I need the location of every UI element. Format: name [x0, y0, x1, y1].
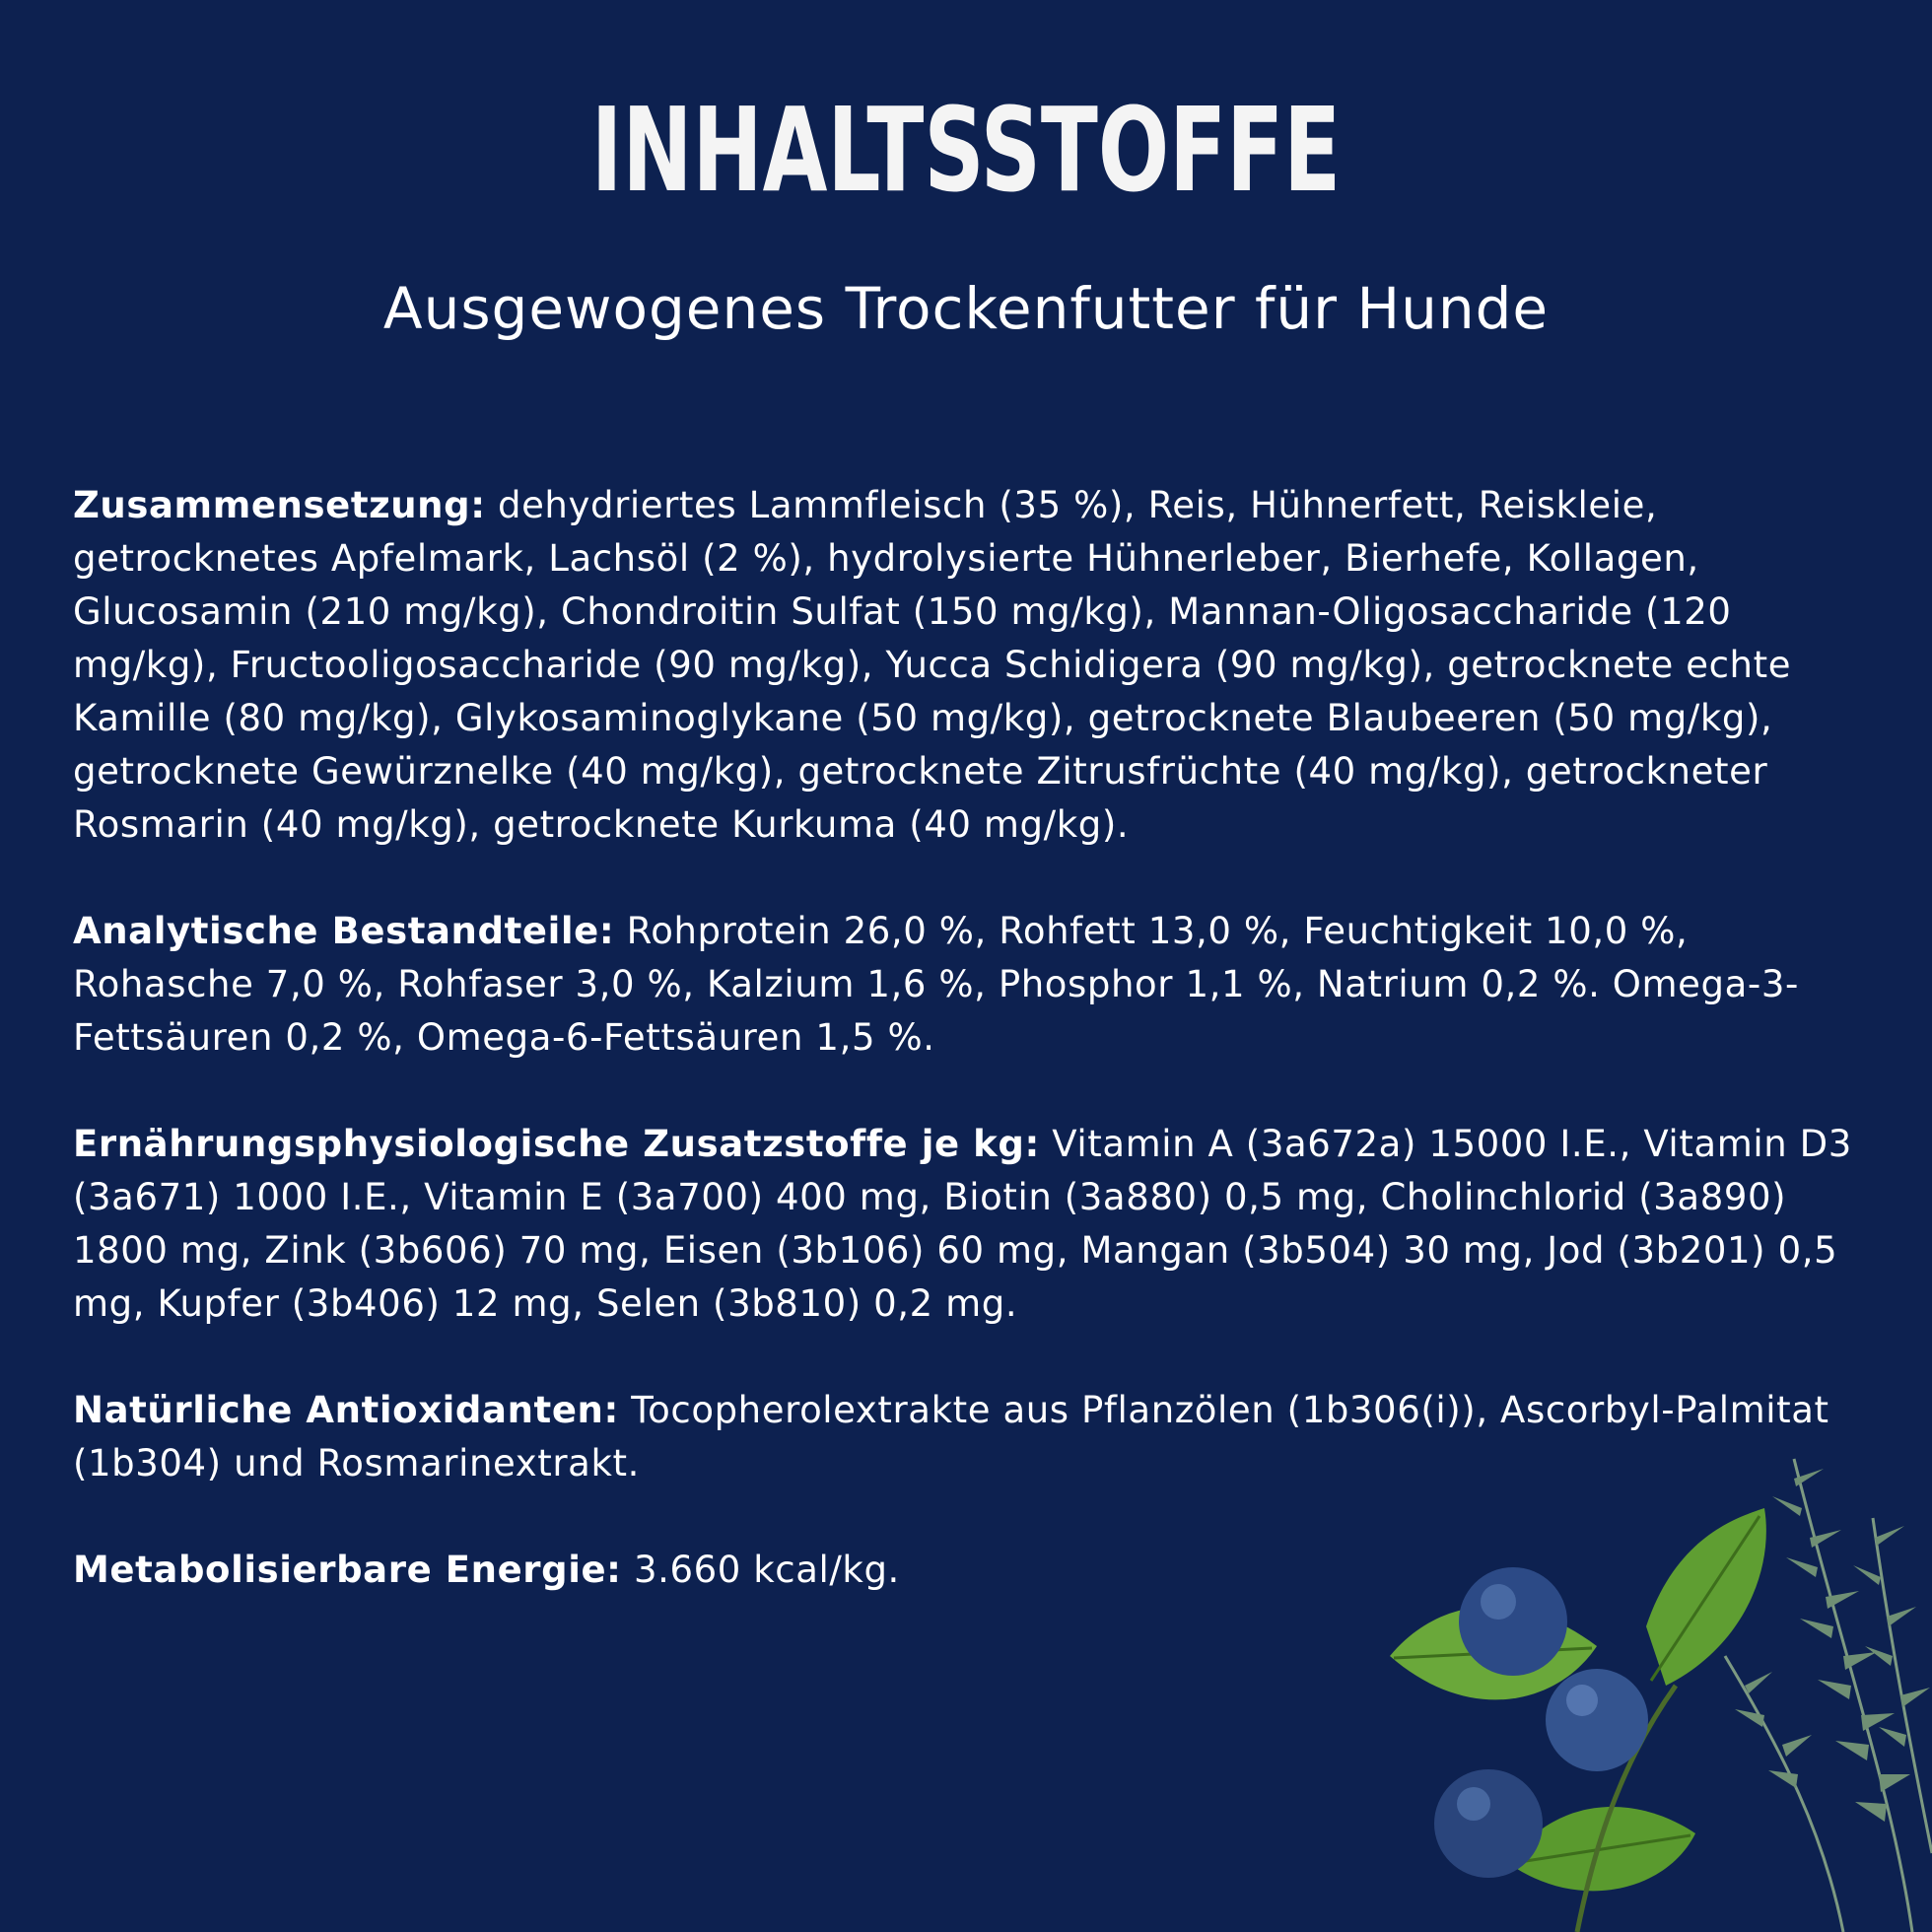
section-label: Natürliche Antioxidanten:	[73, 1389, 619, 1431]
section-analytical	[73, 905, 1867, 1065]
section-text: 3.660 kcal/kg.	[633, 1549, 900, 1591]
section-additives	[73, 1118, 1867, 1331]
section-label: Analytische Bestandteile:	[73, 910, 615, 952]
section-text: Rohprotein 26,0 %, Rohfett 13,0 %, Feuchtigkeit 10,0 %, Rohasche 7,0 %, Rohfaser 3,0 %, Kalzium 1,6 %, Phosphor 1,1 %, Natrium 0,2 %. Omega-3-Fettsäuren 0,2 %, Omega-6-Fettsäuren 1,5 %.	[73, 910, 1799, 1059]
section-label: Metabolisierbare Energie:	[73, 1549, 622, 1591]
section-text: Tocopherolextrakte aus Pflanzölen (1b306(i)), Ascorbyl-Palmitat (1b304) und Rosmarinextrakt.	[73, 1389, 1829, 1484]
section-text: Vitamin A (3a672a) 15000 I.E., Vitamin D3 (3a671) 1000 I.E., Vitamin E (3a700) 400 mg, Biotin (3a880) 0,5 mg, Cholinchlorid (3a890) 1800 mg, Zink (3b606) 70 mg, Eisen (3b106) 60 mg, Mangan (3b504) 30 mg, Jod (3b201) 0,5 mg, Kupfer (3b406) 12 mg, Selen (3b810) 0,2 mg.	[73, 1123, 1852, 1325]
page-title: INHALTSSTOFFE	[590, 82, 1342, 218]
section-text: dehydriertes Lammfleisch (35 %), Reis, Hühnerfett, Reiskleie, getrocknetes Apfelmark, Lachsöl (2 %), hydrolysierte Hühnerleber, Bierhefe, Kollagen, Glucosamin (210 mg/kg), Chondroitin Sulfat (150 mg/kg), Mannan-Oligosaccharide (120 mg/kg), Fructooligosaccharide (90 mg/kg), Yucca Schidigera (90 mg/kg), getrocknete echte Kamille (80 mg/kg), Glykosaminoglykane (50 mg/kg), getrocknete Blaubeeren (50 mg/kg), getrocknete Gewürznelke (40 mg/kg), getrocknete Zitrusfrüchte (40 mg/kg), getrockneter Rosmarin (40 mg/kg), getrocknete Kurkuma (40 mg/kg).	[73, 484, 1792, 846]
section-composition	[73, 479, 1867, 852]
blueberry-rosemary-illustration	[1380, 1400, 1932, 1932]
section-label: Zusammensetzung:	[73, 484, 486, 526]
section-label: Ernährungsphysiologische Zusatzstoffe je kg:	[73, 1123, 1040, 1165]
page-subtitle: Ausgewogenes Trockenfutter für Hunde	[382, 275, 1550, 342]
